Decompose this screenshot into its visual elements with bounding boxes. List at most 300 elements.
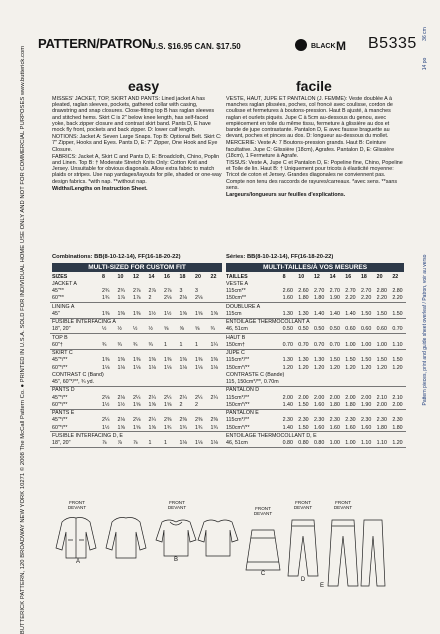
cell-value: 2.30	[298, 417, 309, 424]
cell-value: 2⅛	[102, 394, 110, 401]
cell-value	[178, 379, 194, 387]
cell-value	[296, 379, 312, 387]
cell-value: 1	[147, 440, 163, 448]
cell-value	[131, 379, 147, 387]
row-label: 46, 51cm	[224, 440, 281, 448]
cell-value: 2.30	[345, 417, 356, 424]
cell-value: 14	[329, 273, 336, 280]
cell-value: 2¼	[148, 394, 156, 401]
cell-value: ¾	[100, 341, 116, 349]
cell-value	[209, 295, 225, 303]
row-label: 115, 150cm*/**, 0.70m	[226, 379, 279, 386]
cell-value: 1	[193, 341, 209, 349]
cell-value: 1.30	[296, 310, 312, 318]
cell-value: 1.00	[375, 341, 391, 349]
pants-d-sketch	[288, 520, 318, 576]
pants-e-back-sketch	[361, 520, 385, 586]
table-row	[224, 310, 406, 318]
cell-value: 2¼	[102, 417, 110, 424]
table-section-row	[50, 371, 224, 378]
cell-value: 2.30	[392, 417, 403, 424]
cell-value: 1¼	[209, 341, 225, 349]
cell-value: 2.00	[329, 394, 340, 401]
cell-value: 1.80	[312, 295, 328, 303]
cell-value: 0.70	[296, 341, 312, 349]
table-section-row	[50, 432, 224, 440]
garment-label-a: FRONT DEVANT	[67, 500, 87, 510]
cell-value: 1.60	[281, 295, 297, 303]
cell-value: 0.60	[359, 326, 375, 334]
cell-value: 0.50	[328, 326, 344, 334]
table-section-row	[224, 303, 406, 311]
cell-value: 2.70	[313, 288, 325, 295]
cell-value: ⅞	[116, 440, 132, 448]
row-label: PANTS D	[52, 387, 75, 394]
cell-value: 20	[195, 273, 201, 280]
table-row	[50, 424, 224, 432]
english-description-block	[52, 96, 222, 193]
row-label: TOP B	[52, 334, 68, 341]
top-b-front-sketch	[156, 520, 196, 556]
cell-value: 1⅜	[133, 357, 141, 364]
row-label: 60"*/**	[50, 401, 100, 409]
cell-value: 1.00	[343, 440, 359, 448]
garment-letter-d: D	[300, 577, 306, 583]
table-section-row	[50, 334, 224, 342]
row-label: 115cm*/**	[226, 417, 250, 424]
table-row	[50, 310, 224, 318]
french-yardage-table	[224, 273, 406, 448]
envelope-header	[38, 16, 417, 66]
garment-label-b: FRONT DEVANT	[167, 500, 187, 510]
cell-value: 1¾	[162, 424, 178, 432]
cell-value: 2.80	[392, 288, 403, 295]
cell-value: 2.00	[298, 394, 309, 401]
table-header-row	[50, 273, 224, 280]
table-row	[224, 379, 406, 387]
row-label: 150cm*/**	[224, 401, 281, 409]
cell-value: 1.20	[329, 364, 340, 371]
row-label: 45"*/**	[52, 417, 68, 424]
cell-value: 1⅝	[131, 424, 147, 432]
cell-value: 2.10	[392, 394, 403, 401]
table-section-row	[50, 303, 224, 311]
cell-value: 18	[360, 273, 367, 280]
cell-value: 1.30	[281, 310, 297, 318]
cell-value: ¾	[147, 341, 163, 349]
cell-value: 1⅜	[117, 357, 125, 364]
french-description: VESTE, HAUT, JUPE ET PANTALON (J. FEMME): Veste doublée A à manches raglan plissées, poches, col froncé avec coulisse, cordon de coulisse et fermetures à boutons-pression. Haut B ajusté, à manches raglan et ourlets piqués. Jupe C à 5cm au-dessous du genou, avec empiècement en toile du même tissu, fermeture à glissière au dos et bande de jupe contrastante. Pantalon D, E avec fausse braguette au devant, poches et pinces au dos. D: longueur au-dessous du mollet.	[226, 96, 393, 140]
cell-value	[209, 401, 225, 409]
cell-value: 22	[210, 273, 217, 280]
cell-value: 2⅜	[164, 417, 172, 424]
cell-value: 2⅛	[133, 417, 141, 424]
row-label: ENTOILAGE THERMOCOLLANT D, E	[226, 432, 317, 439]
cell-value: 2⅛	[162, 295, 178, 303]
row-label: HAUT B	[226, 334, 246, 341]
pants-e-sketch	[328, 520, 358, 586]
cell-value: 2.00	[375, 401, 391, 409]
row-label: 18", 20"	[50, 440, 100, 448]
row-label: 115cm	[224, 310, 281, 318]
cell-value: 1.40	[281, 401, 297, 409]
table-row	[50, 326, 224, 334]
top-b-back-sketch	[198, 520, 238, 556]
table-row	[50, 379, 224, 387]
table-row	[224, 417, 406, 424]
cell-value: 1⅝	[178, 310, 194, 318]
price-label: U.S. $16.95 CAN. $17.50	[150, 42, 241, 51]
cell-value: 1.40	[312, 310, 328, 318]
cell-value: 1.50	[360, 357, 372, 364]
cell-value: 1⅛	[148, 364, 156, 371]
cell-value: 22	[392, 273, 399, 280]
cell-value: 1¾	[193, 424, 209, 432]
english-widths: Widths/Lengths on Instruction Sheet.	[52, 185, 148, 192]
french-difficulty: facile	[296, 78, 332, 94]
cell-value: 1.90	[328, 295, 344, 303]
cell-value	[375, 379, 391, 387]
cell-value: 0.60	[343, 326, 359, 334]
row-label: 45", 60"*/**, ¾ yd.	[50, 379, 100, 387]
cell-value: 1⅜	[102, 357, 110, 364]
cell-value: 2.20	[359, 295, 375, 303]
cell-value: 2.30	[313, 417, 325, 424]
cell-value: 16	[164, 273, 170, 280]
table-section-row	[224, 432, 406, 440]
cell-value: 1.20	[298, 364, 309, 371]
cell-value: 1	[162, 440, 178, 448]
jacket-a-back-sketch	[106, 518, 146, 559]
cell-value: 1.10	[390, 341, 406, 349]
cell-value: 1⅜	[131, 310, 147, 318]
cell-value: 1.50	[390, 310, 406, 318]
cell-value: 0.50	[312, 326, 328, 334]
cell-value: 2¼	[164, 394, 172, 401]
cell-value: 2⅛	[193, 295, 209, 303]
cell-value: 2⅞	[148, 288, 156, 295]
cell-value	[359, 379, 375, 387]
table-section-row	[224, 280, 406, 287]
cell-value: 1.00	[328, 440, 344, 448]
cell-value	[328, 379, 344, 387]
cell-value: 1.50	[376, 357, 387, 364]
cell-value: 1⅝	[131, 401, 147, 409]
cell-value: 16	[345, 273, 352, 280]
cell-value: 1⅜	[195, 357, 203, 364]
row-label: JACKET A	[52, 280, 77, 287]
cell-value: 2.60	[298, 288, 309, 295]
cell-value: 1⅜	[100, 310, 116, 318]
cell-value: 2.20	[375, 295, 391, 303]
cell-value: 1⅝	[116, 424, 132, 432]
cell-value: 10	[298, 273, 305, 280]
garment-letter-c: C	[260, 571, 266, 577]
cell-value: 1.60	[312, 424, 328, 432]
cell-value: 2.20	[343, 295, 359, 303]
cell-value: 1.60	[359, 424, 375, 432]
cell-value: 1.80	[296, 295, 312, 303]
pattern-number: B5335	[368, 35, 417, 52]
cell-value: 1.50	[392, 357, 403, 364]
row-label: VESTE A	[226, 280, 249, 287]
cell-value: 1¾	[209, 424, 225, 432]
table-row	[224, 440, 406, 448]
cell-value: 2.70	[345, 288, 356, 295]
cell-value: 2.00	[360, 394, 372, 401]
garment-label-d: FRONT DEVANT	[293, 500, 313, 510]
row-label: PANTALON D	[226, 387, 260, 394]
cell-value: 1.60	[312, 401, 328, 409]
cell-value: 1.30	[313, 357, 325, 364]
cell-value: 1⅛	[179, 364, 187, 371]
row-label: CONTRASTE C (Bande)	[226, 371, 285, 378]
cell-value: 2⅞	[133, 288, 141, 295]
cell-value: 2	[178, 401, 194, 409]
cell-value: 1.40	[328, 310, 344, 318]
cell-value: 1⅜	[116, 310, 132, 318]
cell-value	[390, 379, 406, 387]
english-yardage-table	[50, 273, 224, 448]
cell-value: 0.80	[281, 440, 297, 448]
cell-value: 1⅜	[148, 357, 156, 364]
cell-value: 0.70	[312, 341, 328, 349]
row-label: 45"*/**	[52, 394, 68, 401]
cell-value: 2¼	[195, 394, 203, 401]
table-row	[50, 401, 224, 409]
row-label: PANTS E	[52, 410, 75, 417]
cell-value: 1.00	[343, 341, 359, 349]
cell-value: 2⅜	[210, 417, 218, 424]
cell-value: 0.60	[375, 326, 391, 334]
cell-value: 1.30	[298, 357, 309, 364]
cell-value: 1⅝	[193, 310, 209, 318]
table-row	[224, 394, 406, 401]
cell-value: ⅝	[162, 326, 178, 334]
row-label: ENTOILAGE THERMOCOLLANT A	[226, 319, 310, 326]
cell-value: 2.00	[313, 394, 325, 401]
cell-value: ⅝	[178, 326, 194, 334]
cell-value: 2.80	[376, 288, 387, 295]
row-label: 150cm*/**	[226, 364, 250, 371]
cell-value: 1.50	[296, 424, 312, 432]
table-row	[50, 364, 224, 371]
cell-value: 12	[313, 273, 320, 280]
cell-value: 0.70	[281, 341, 297, 349]
table-row	[224, 341, 406, 349]
cell-value: 1⅝	[147, 401, 163, 409]
cell-value: 1.30	[282, 357, 293, 364]
table-section-row	[50, 280, 224, 287]
cell-value: 1	[162, 341, 178, 349]
row-label: TAILLES	[226, 273, 248, 280]
cell-value: 1.90	[359, 401, 375, 409]
row-label: 60"*/**	[52, 364, 68, 371]
table-row	[224, 326, 406, 334]
french-mercerie: MERCERIE: Veste A: 7 Boutons-pression grands. Haut B: Ceinture facultative. Jupe C: Glissière (18cm), Agrafes. Pantalon D, E: Glissière (18cm), 1 Fermeture à Agrafe.	[226, 140, 395, 159]
cell-value: 1⅛	[210, 364, 218, 371]
cell-value: 0.70	[390, 326, 406, 334]
garment-label-e: FRONT DEVANT	[333, 500, 353, 510]
cell-value: ½	[116, 326, 132, 334]
cell-value: ½	[147, 326, 163, 334]
row-label: 115cm**	[226, 288, 246, 295]
table-row	[50, 440, 224, 448]
cell-value: 1.60	[328, 424, 344, 432]
row-label: FUSIBLE INTERFACING D, E	[52, 432, 123, 439]
table-section-row	[224, 386, 406, 394]
row-label: 60"*/**	[50, 424, 100, 432]
cell-value: 1	[178, 341, 194, 349]
row-label: SKIRT C	[52, 350, 73, 357]
cell-value: 0.80	[312, 440, 328, 448]
row-label: LINING A	[52, 303, 75, 310]
cell-value: 0.50	[296, 326, 312, 334]
cell-value: 2.00	[390, 401, 406, 409]
cell-value: ¾	[131, 341, 147, 349]
jacket-a-front-sketch	[56, 518, 96, 559]
skirt-c-sketch	[246, 530, 280, 570]
cell-value: 2	[193, 401, 209, 409]
english-fabrics: FABRICS: Jacket A, Skirt C and Pants D, E: Broadcloth, Chino, Poplin and Linen. Top B: † Moderate Stretch Knits Only: Cotton Knit and Jersey. Unsuitable for obvious diagonals. Allow extra fabric to match plaids or stripes. Use nap yardages/layouts for pile, shaded or one-way design fabrics. *with nap. **without nap.	[52, 153, 222, 185]
cell-value: ¾	[116, 341, 132, 349]
cell-value: 1⅛	[102, 364, 110, 371]
cell-value: 2.30	[376, 417, 387, 424]
cell-value: 1⅜	[179, 357, 187, 364]
right-size-mark: 36 cm	[422, 27, 428, 41]
table-section-row	[224, 318, 406, 326]
cell-value: 1.20	[376, 364, 387, 371]
cell-value: 1.40	[343, 310, 359, 318]
cell-value: 1⅜	[210, 357, 218, 364]
cell-value	[116, 379, 132, 387]
cell-value: 1.50	[329, 357, 340, 364]
cell-value: 1⅝	[209, 310, 225, 318]
row-label: 45"**	[52, 288, 64, 295]
cell-value: 0.70	[328, 341, 344, 349]
row-label: 150cm*/**	[224, 424, 281, 432]
cell-value: 1.50	[375, 310, 391, 318]
cell-value: 20	[376, 273, 383, 280]
table-row	[224, 364, 406, 371]
cell-value: 2.70	[329, 288, 340, 295]
cell-value: 2.30	[282, 417, 293, 424]
cell-value: 1⅝	[162, 401, 178, 409]
color-label: BLACK	[311, 43, 336, 50]
cell-value	[343, 379, 359, 387]
cell-value: 2⅛	[117, 417, 125, 424]
table-row	[224, 357, 406, 364]
cell-value: 1.50	[345, 357, 356, 364]
cell-value: 1.20	[282, 364, 293, 371]
cell-value: 1½	[162, 310, 178, 318]
cell-value: 2¾	[117, 288, 125, 295]
cell-value: 3	[195, 288, 198, 295]
cell-value: 2.00	[345, 394, 356, 401]
cell-value	[209, 288, 225, 295]
cell-value: 1⅛	[164, 364, 172, 371]
cell-value: 1⅝	[147, 424, 163, 432]
row-label: SIZES	[52, 273, 68, 280]
cell-value: 18	[179, 273, 186, 280]
cell-value: ⅞	[100, 440, 116, 448]
cell-value: 1⅛	[178, 440, 194, 448]
garment-label-c: FRONT DEVANT	[253, 506, 273, 516]
cell-value: 8	[282, 273, 286, 280]
table-row	[50, 417, 224, 424]
row-label: 45"*/**	[52, 357, 68, 364]
french-tissus: TISSUS: Veste A, Jupe C et Pantalon D, E: Popeline fine, Chino, Popeline et Toile de lin. Haut B: † Uniquement pour tricots à élasticité moyenne: Tricot de coton et Jersey. Grandes diagonales ne conviennent pas. Compte non tenu des raccords de rayures/carreaux. *avec sens. **sans sens.	[226, 160, 403, 191]
cell-value: 1⅜	[164, 357, 172, 364]
cell-value: 1.10	[375, 440, 391, 448]
cell-value: 14	[148, 273, 155, 280]
cell-value: 1⅛	[193, 440, 209, 448]
english-combinations: Combinations: BB(8-10-12-14), FF(16-18-20-22)	[52, 254, 181, 260]
table-row	[224, 295, 406, 303]
spine-text: BUTTERICK PATTERN, 120 BROADWAY NEW YORK 10271 © 2008 The McCall Pattern Co. ● PRINTED IN U.S.A. SOLD FOR INDIVIDUAL HOME USE ONLY AND NOT FOR COMMERCIAL PURPOSES www.butterick.com	[20, 45, 26, 634]
cell-value	[281, 379, 297, 387]
cell-value: 1⅛	[195, 364, 203, 371]
table-row	[224, 424, 406, 432]
cell-value: 2¼	[210, 394, 218, 401]
table-section-row	[224, 349, 406, 357]
row-label: 150cm**	[224, 295, 281, 303]
left-spine	[16, 45, 30, 634]
row-label: 60"**	[50, 295, 100, 303]
cell-value: 1.10	[359, 440, 375, 448]
table-row	[224, 401, 406, 409]
cell-value: 1.40	[281, 424, 297, 432]
right-size-mark: 14 po	[422, 57, 428, 71]
english-difficulty: easy	[128, 78, 160, 94]
cell-value: 1.20	[345, 364, 356, 371]
right-strip	[416, 70, 434, 590]
row-label: CONTRAST C (Band)	[52, 371, 104, 378]
row-label: JUPE C	[226, 350, 245, 357]
cell-value: 2⅛	[178, 295, 194, 303]
french-description-block	[226, 96, 404, 199]
cell-value: 1⅞	[131, 295, 147, 303]
color-dot-icon	[295, 39, 307, 51]
cell-value: 2.60	[282, 288, 293, 295]
cell-value: 1⅛	[209, 440, 225, 448]
cell-value: 1.80	[375, 424, 391, 432]
cell-value	[162, 379, 178, 387]
garment-sketches-svg	[52, 500, 386, 592]
cell-value: 2⅛	[117, 394, 125, 401]
cell-value: 1¾	[178, 424, 194, 432]
english-description: MISSES' JACKET, TOP, SKIRT AND PANTS: Lined jacket A has pleated, raglan sleeves, pockets, gathered collar with casing, drawstring and snap closures. Close-fitting top B has raglan sleeves and stitched hems. Skirt C is 2" below knee length, has self-faced yoke, back zipper closure and contrast skirt band. Pants D, E have mock fly front, pockets and back zipper. D: lower calf length.	[52, 96, 215, 134]
cell-value	[193, 379, 209, 387]
cell-value: 2¼	[179, 394, 187, 401]
table-row	[224, 288, 406, 295]
cell-value: 1.20	[360, 364, 372, 371]
cell-value: 1⅛	[117, 364, 125, 371]
cell-value: ⅞	[131, 440, 147, 448]
right-strip-text: Pattern pieces, print and guide sheet overleaf / Patron, voir au verso	[422, 254, 428, 406]
cell-value: 1⅞	[116, 295, 132, 303]
cell-value: 2⅜	[195, 417, 203, 424]
cell-value: 1.50	[359, 310, 375, 318]
english-notions: NOTIONS: Jacket A: Seven Large Snaps. Top B: Optional Belt. Skirt C: 7" Zipper, Hooks and Eyes. Pants D, E: 7" Zipper, One Hook and Eye Closure.	[52, 134, 222, 153]
cell-value	[312, 379, 328, 387]
cell-value: ¾	[209, 326, 225, 334]
french-combinations: Séries: BB(8-10-12-14), FF(16-18-20-22)	[226, 254, 334, 260]
cell-value: 2⅜	[179, 417, 187, 424]
cell-value: 2¼	[148, 417, 156, 424]
cell-value: 1.20	[390, 440, 406, 448]
cell-value: 1.20	[392, 364, 403, 371]
